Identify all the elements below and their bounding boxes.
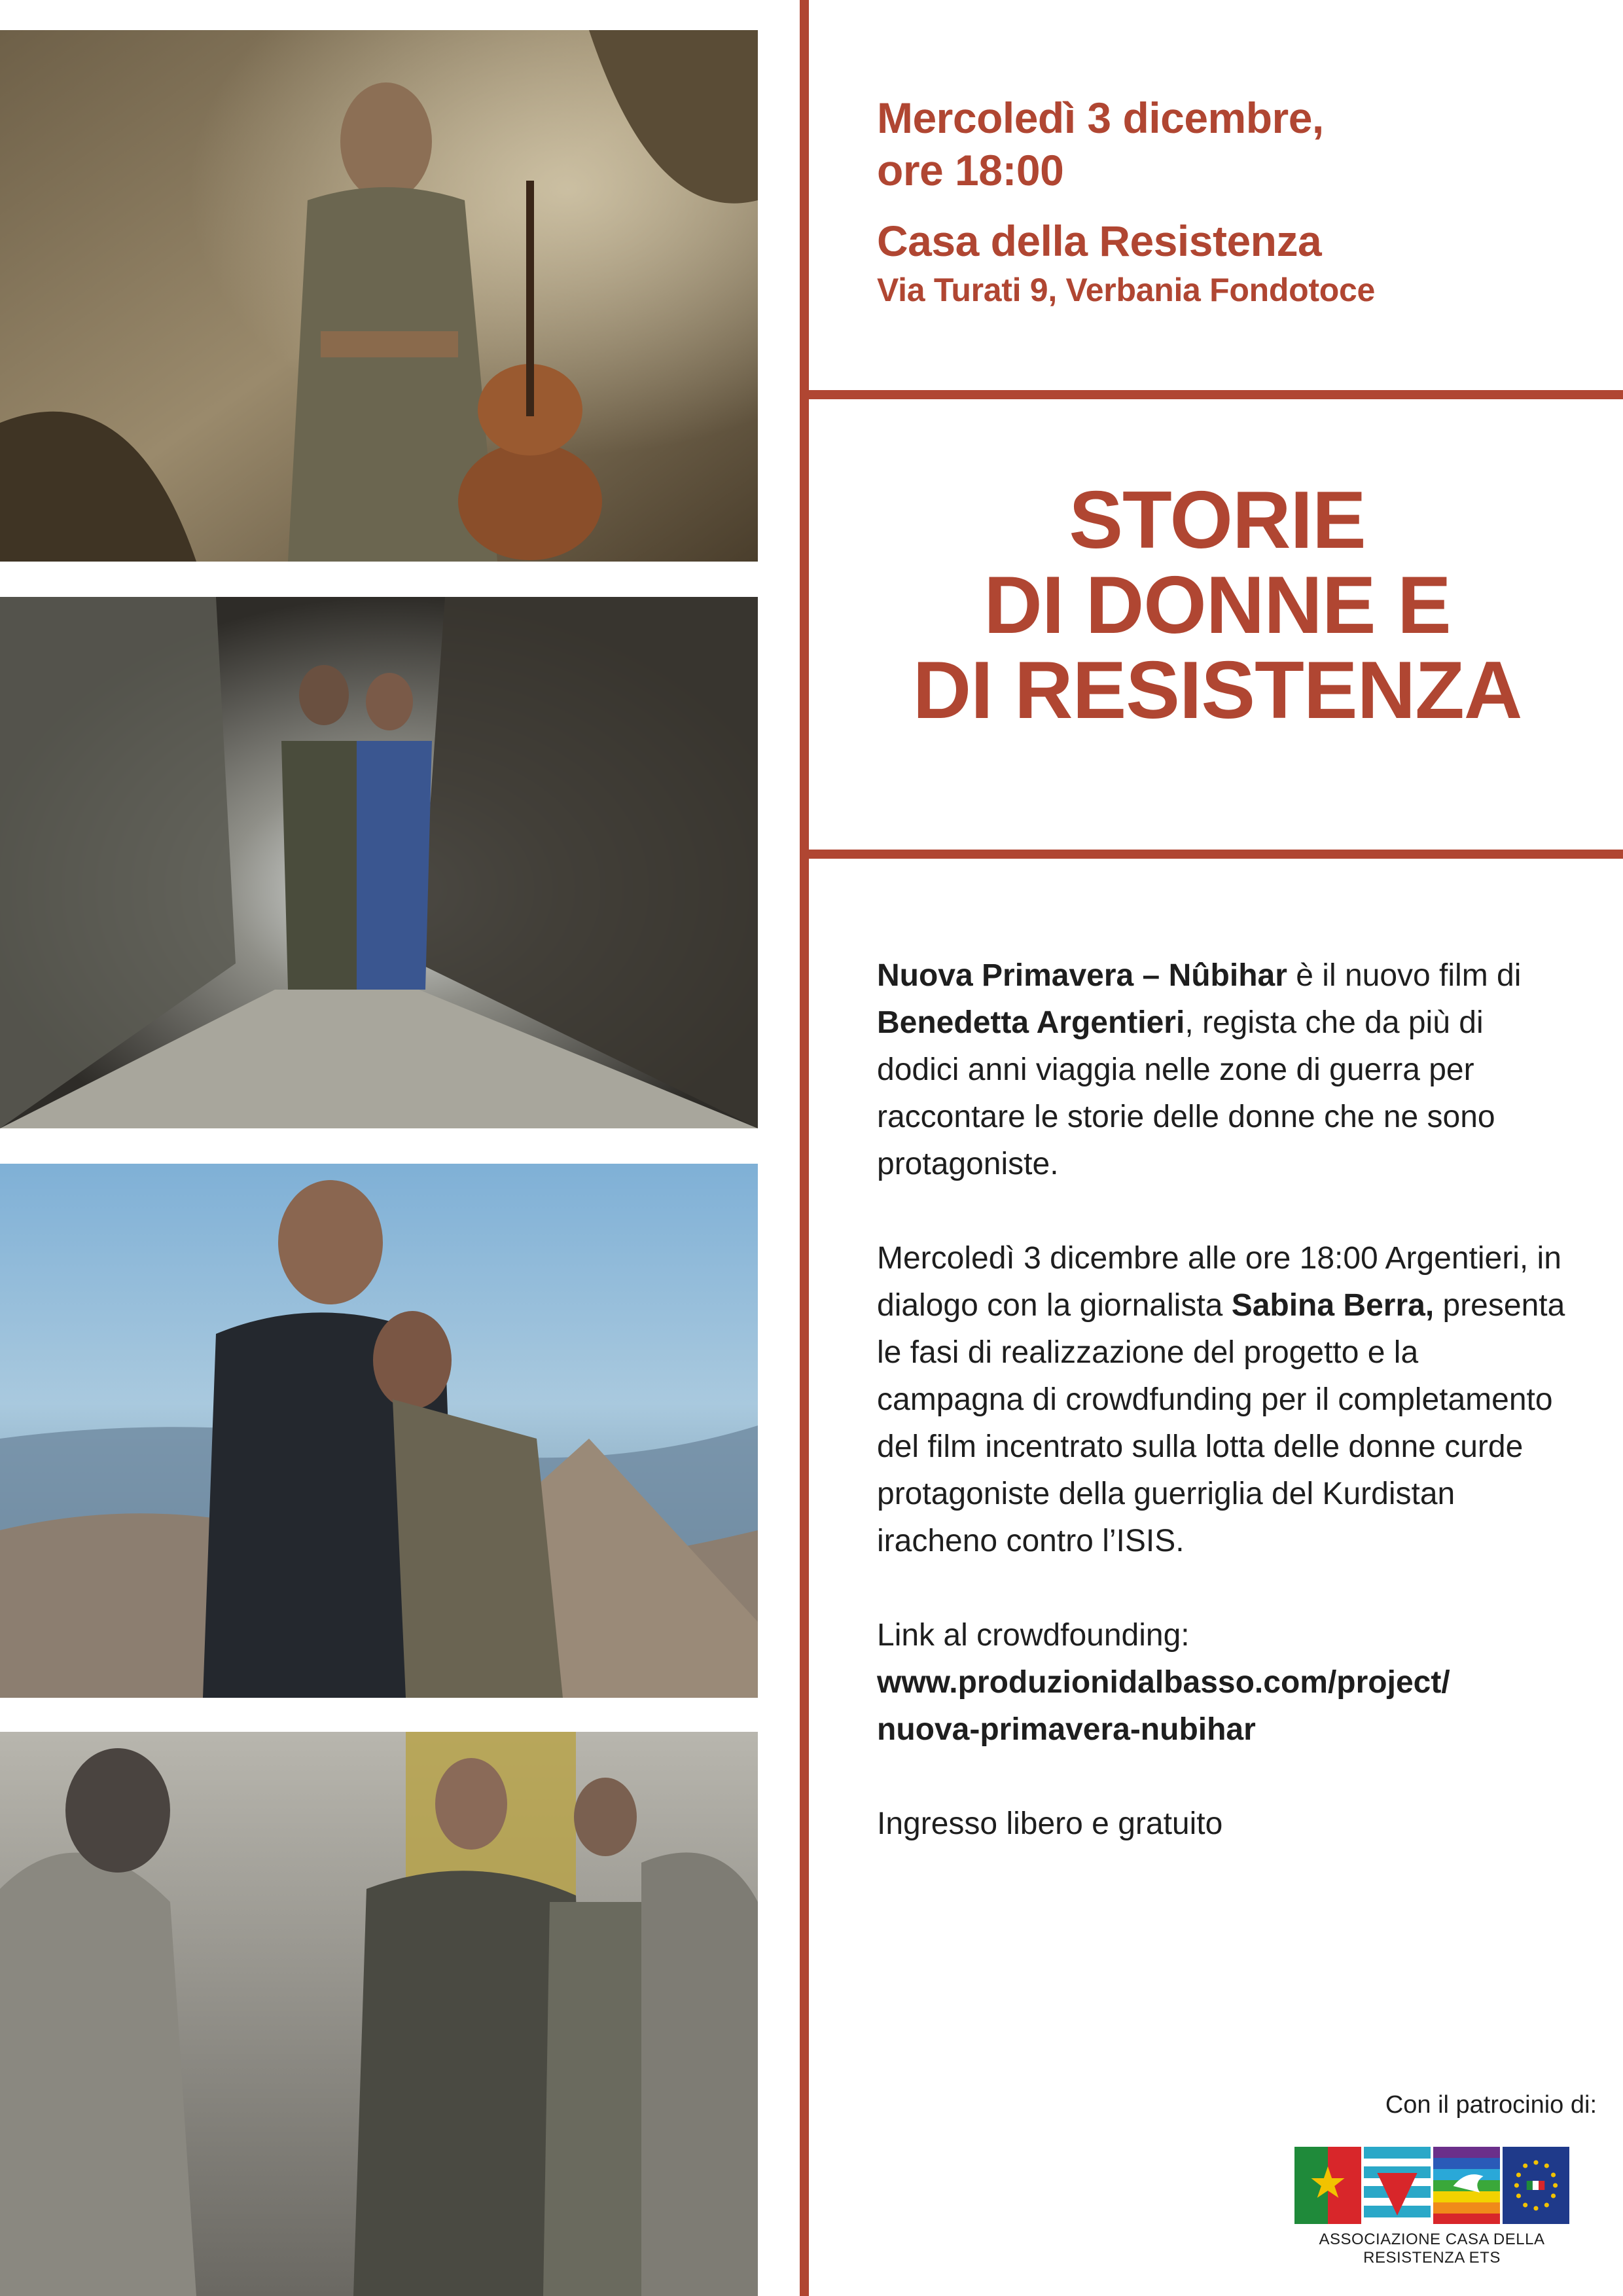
journalist-name: Sabina Berra, [1231,1288,1435,1323]
paragraph-crowdfunding-link [877,1612,1571,1753]
horizontal-divider-middle [800,850,1623,859]
photo-women-embracing-mountain [0,1164,758,1698]
paragraph-event-details: Mercoledì 3 dicembre alle ore 18:00 Argentieri, in dialogo con la giornalista Sabina Berra, presenta le fasi di realizzazione del progetto e la campagna di crowdfunding per il completamento del film incentrato sulla lotta delle donne curde protagoniste della guerriglia del Kurdistan iracheno contro l’ISIS. [877,1241,1565,1558]
event-venue: Casa della Resistenza [877,217,1322,265]
horizontal-divider-top [800,390,1623,399]
photo-women-in-group [0,1732,758,2296]
headline-line-1: STORIE [1069,475,1366,565]
event-address: Via Turati 9, Verbania Fondotoce [877,272,1375,308]
film-title: Nuova Primavera – Nûbihar [877,958,1287,993]
photo-cellist-in-tunnel [0,30,758,562]
paragraph-entry: Ingresso libero e gratuito [877,1806,1223,1841]
headline-line-3: DI RESISTENZA [912,645,1522,736]
crowdfunding-link-line-2[interactable]: nuova-primavera-nubihar [877,1712,1256,1747]
peace-dove-logo [1433,2147,1500,2224]
paragraph-film-intro: Nuova Primavera – Nûbihar è il nuovo film di Benedetta Argentieri, regista che da più di dodici anni viaggia nelle zone di guerra per raccontare le storie delle donne che ne sono protagoniste. [877,958,1522,1181]
event-time: ore 18:00 [877,146,1064,194]
director-name: Benedetta Argentieri [877,1005,1185,1040]
photo-women-in-tunnel [0,597,758,1128]
eu-flag-logo [1503,2147,1569,2224]
link-label: Link al crowdfounding: [877,1618,1190,1653]
event-info [877,92,1597,313]
body-text [877,952,1571,1895]
crowdfunding-link-line-1[interactable]: www.produzionidalbasso.com/project/ [877,1665,1450,1700]
headline-line-2: DI DONNE E [984,560,1451,651]
resistance-triangle-logo [1364,2147,1431,2224]
association-name: ASSOCIAZIONE CASA DELLA RESISTENZA ETS [1319,2231,1545,2267]
vertical-divider [800,0,809,2296]
event-date: Mercoledì 3 dicembre, [877,94,1324,142]
partisan-flag-logo [1294,2147,1361,2224]
patron-logos [1294,2147,1569,2224]
headline [812,475,1623,736]
patronage-label: Con il patrocinio di: [1385,2091,1597,2119]
